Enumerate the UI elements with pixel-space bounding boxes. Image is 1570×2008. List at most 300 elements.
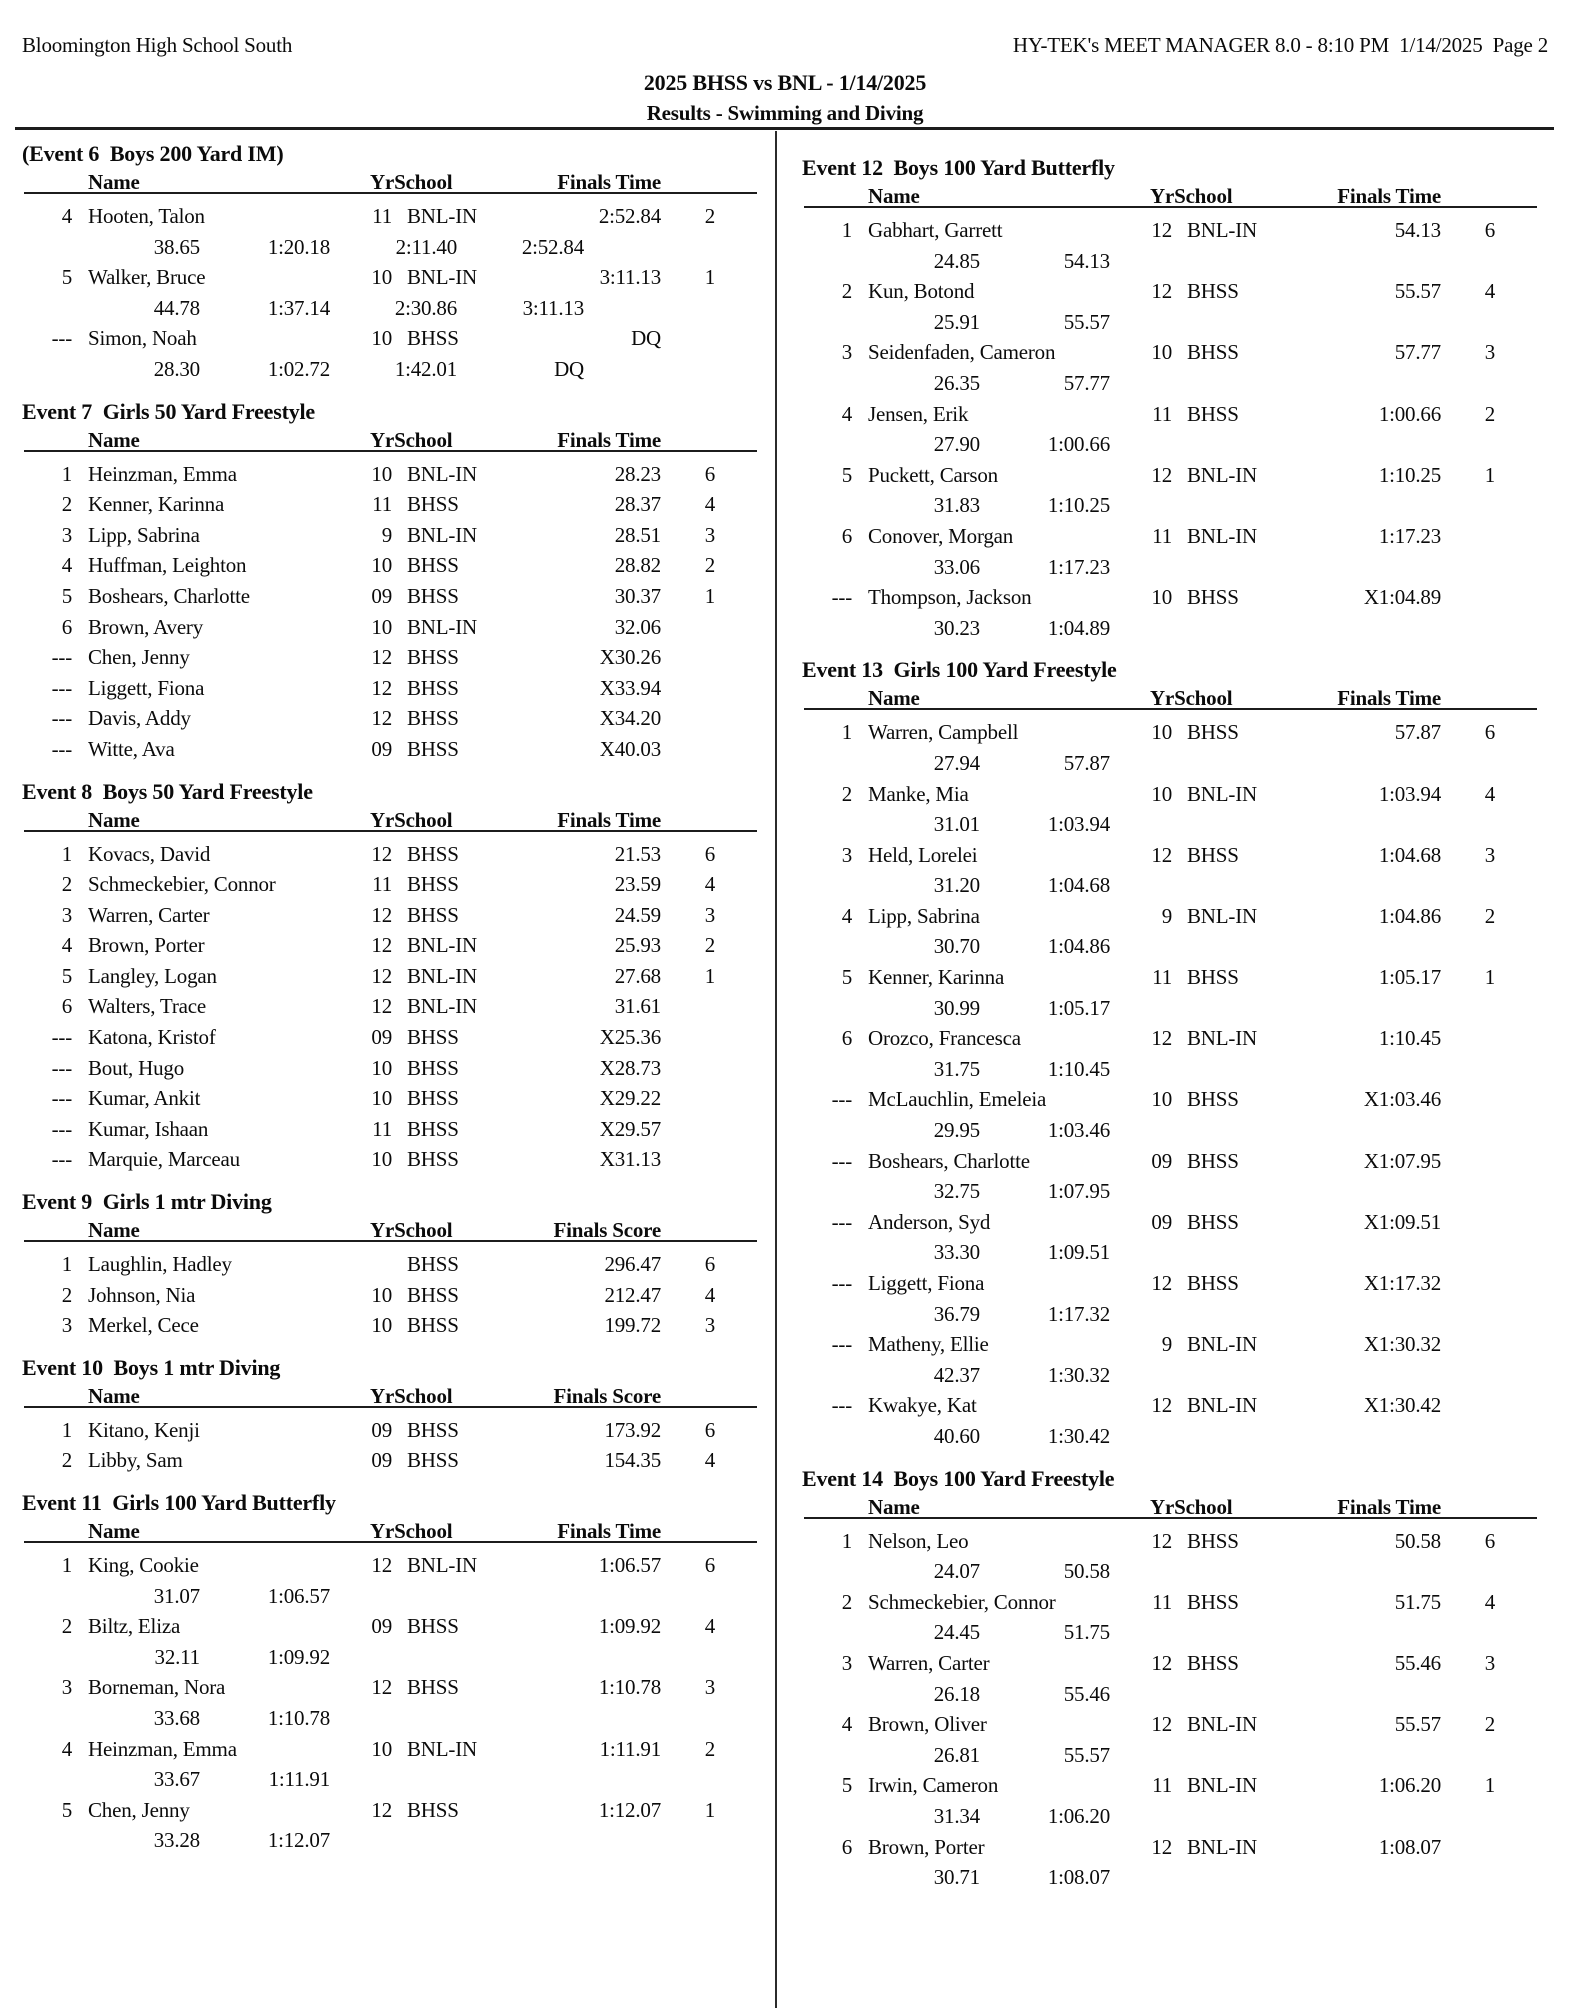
athlete-name-cell: King, Cookie — [88, 1553, 199, 1577]
athlete-name-cell: Kumar, Ishaan — [88, 1116, 209, 1141]
year-cell: 11 — [1152, 523, 1172, 548]
split-cell: 57.87 — [1063, 750, 1110, 775]
finals-cell: X1:07.95 — [1363, 1148, 1441, 1173]
column-headers — [24, 807, 757, 832]
header-rule — [15, 127, 1554, 130]
finals-cell: 2:52.84 — [598, 204, 661, 228]
split-cell: 1:10.78 — [267, 1705, 330, 1730]
year-cell: 12 — [371, 902, 392, 927]
finals-cell: 55.57 — [1394, 1712, 1441, 1737]
place-cell: 5 — [841, 965, 852, 990]
athlete-name-cell: Lipp, Sabrina — [868, 903, 980, 928]
finals-cell: 1:04.68 — [1378, 842, 1441, 867]
split-cell: 55.46 — [1063, 1681, 1110, 1706]
athlete-name-cell: Anderson, Syd — [868, 1209, 991, 1234]
event-section — [22, 1490, 775, 1856]
event-section — [802, 1466, 1570, 1893]
points-cell: 3 — [704, 522, 715, 547]
finals-cell: 24.59 — [614, 902, 661, 927]
column-header-yrschool: YrSchool — [370, 427, 453, 452]
result-row — [802, 1390, 1570, 1421]
result-row — [802, 521, 1570, 552]
finals-cell: X1:17.32 — [1363, 1271, 1441, 1295]
finals-cell: 57.77 — [1394, 340, 1441, 365]
result-row — [22, 961, 775, 992]
school-cell: BNL-IN — [407, 204, 477, 228]
athlete-name-cell: Kumar, Ankit — [88, 1086, 201, 1111]
year-cell: 10 — [1151, 720, 1172, 745]
points-cell: 3 — [704, 902, 715, 927]
finals-cell: 296.47 — [604, 1252, 661, 1277]
place-cell: 2 — [61, 1282, 72, 1307]
school-cell: BHSS — [407, 1147, 459, 1172]
column-header-finals: Finals Time — [1337, 686, 1441, 711]
year-cell: 9 — [1161, 1332, 1172, 1357]
finals-cell: 1:05.17 — [1378, 965, 1441, 990]
points-cell: 4 — [704, 492, 715, 517]
school-cell: BHSS — [407, 645, 459, 670]
place-cell: --- — [51, 1147, 72, 1172]
athlete-name-cell: Schmeckebier, Connor — [868, 1589, 1056, 1614]
year-cell: 12 — [1151, 1712, 1172, 1737]
athlete-name-cell: Hooten, Talon — [88, 204, 205, 228]
result-row — [22, 1415, 775, 1446]
points-cell: 1 — [704, 583, 715, 608]
column-header-name: Name — [88, 807, 140, 832]
year-cell: 12 — [1151, 462, 1172, 487]
finals-cell: 212.47 — [604, 1282, 661, 1307]
place-cell: --- — [51, 326, 72, 351]
athlete-name-cell: Warren, Campbell — [868, 720, 1019, 745]
year-cell: 09 — [371, 1448, 392, 1473]
split-cell: 32.75 — [933, 1179, 980, 1204]
event-title: Event 12 Boys 100 Yard Butterfly — [802, 155, 1115, 180]
split-cell: 36.79 — [933, 1301, 980, 1326]
school-cell: BHSS — [1187, 1528, 1239, 1553]
result-row — [802, 1146, 1570, 1177]
school-cell: BNL-IN — [1187, 523, 1257, 548]
place-cell: --- — [831, 1209, 852, 1234]
place-cell: 3 — [841, 340, 852, 365]
points-cell: 4 — [704, 1614, 715, 1639]
event-results — [22, 832, 775, 1176]
points-cell: 1 — [1484, 965, 1495, 990]
year-cell: 12 — [1151, 218, 1172, 242]
splits-row — [22, 354, 775, 385]
split-cell: 31.01 — [933, 812, 980, 837]
split-cell: 1:42.01 — [394, 356, 457, 381]
column-headers — [24, 1519, 757, 1543]
column-header-yrschool: YrSchool — [370, 1383, 453, 1408]
split-cell: 25.91 — [933, 309, 980, 334]
result-row — [22, 550, 775, 581]
athlete-name-cell: Nelson, Leo — [868, 1528, 969, 1553]
year-cell: 12 — [371, 1675, 392, 1700]
split-cell: 1:11.91 — [268, 1767, 330, 1792]
place-cell: 6 — [841, 1026, 852, 1051]
points-cell: 3 — [704, 1313, 715, 1338]
splits-row — [802, 246, 1570, 277]
split-cell: 31.34 — [933, 1803, 980, 1828]
split-cell: 30.23 — [933, 615, 980, 640]
athlete-name-cell: Kun, Botond — [868, 279, 975, 304]
athlete-name-cell: Jensen, Erik — [868, 401, 969, 426]
split-cell: 51.75 — [1063, 1620, 1110, 1645]
event-results — [802, 208, 1570, 643]
result-row — [22, 581, 775, 612]
event-section — [802, 155, 1570, 643]
result-row — [802, 901, 1570, 932]
split-cell: 1:37.14 — [267, 295, 330, 320]
report-meta: HY-TEK's MEET MANAGER 8.0 - 8:10 PM 1/14/2025 Page 2 — [1012, 33, 1548, 57]
event-title: Event 14 Boys 100 Yard Freestyle — [802, 1465, 1115, 1491]
year-cell: 11 — [1152, 1773, 1172, 1798]
result-row — [802, 215, 1570, 246]
school-cell: BHSS — [407, 326, 459, 351]
event-title: Event 9 Girls 1 mtr Diving — [22, 1189, 272, 1215]
result-row — [22, 489, 775, 520]
finals-cell: 55.57 — [1394, 279, 1441, 304]
result-row — [22, 1083, 775, 1114]
split-cell: 28.30 — [153, 356, 200, 381]
result-row — [802, 779, 1570, 810]
finals-cell: X33.94 — [599, 675, 661, 700]
school-cell: BNL-IN — [1187, 1712, 1257, 1737]
place-cell: 2 — [841, 279, 852, 304]
athlete-name-cell: Bout, Hugo — [88, 1055, 185, 1080]
place-cell: 1 — [61, 1553, 72, 1577]
split-cell: 1:09.51 — [1047, 1240, 1110, 1265]
finals-cell: 23.59 — [614, 872, 661, 897]
event-section — [22, 141, 775, 385]
year-cell: 12 — [371, 994, 392, 1019]
place-cell: 4 — [61, 933, 72, 958]
finals-cell: 1:10.45 — [1378, 1026, 1441, 1051]
meet-title: 2025 BHSS vs BNL - 1/14/2025 — [643, 70, 927, 95]
finals-cell: 1:03.94 — [1378, 781, 1441, 806]
points-cell: 2 — [1484, 401, 1495, 426]
result-row — [802, 1526, 1570, 1557]
finals-cell: X31.13 — [599, 1147, 661, 1172]
athlete-name-cell: Warren, Carter — [88, 902, 210, 927]
school-cell: BNL-IN — [407, 265, 477, 290]
athlete-name-cell: McLauchlin, Emeleia — [868, 1087, 1047, 1112]
place-cell: 4 — [841, 903, 852, 928]
result-row — [22, 1114, 775, 1145]
column-header-yrschool: YrSchool — [370, 807, 453, 832]
school-cell: BNL-IN — [407, 461, 477, 486]
split-cell: 1:12.07 — [267, 1828, 330, 1853]
school-cell: BHSS — [407, 1448, 459, 1473]
year-cell: 11 — [1152, 401, 1172, 426]
split-cell: 38.65 — [153, 234, 200, 259]
school-cell: BHSS — [407, 1614, 459, 1639]
result-row — [22, 201, 775, 232]
school-cell: BHSS — [407, 1086, 459, 1111]
place-cell: 3 — [61, 1313, 72, 1338]
place-cell: --- — [51, 1055, 72, 1080]
athlete-name-cell: Heinzman, Emma — [88, 461, 237, 486]
school-cell: BHSS — [407, 1025, 459, 1050]
split-cell: 24.85 — [933, 248, 980, 273]
event-title: Event 13 Girls 100 Yard Freestyle — [802, 657, 1117, 683]
place-cell: 2 — [841, 781, 852, 806]
split-cell: 27.94 — [933, 750, 980, 775]
result-row — [22, 869, 775, 900]
column-right — [777, 131, 1570, 2008]
finals-cell: 1:10.25 — [1378, 462, 1441, 487]
year-cell: 12 — [371, 1797, 392, 1822]
year-cell: 10 — [1151, 340, 1172, 365]
year-cell: 12 — [371, 645, 392, 670]
split-cell: 54.13 — [1063, 248, 1110, 273]
finals-cell: 173.92 — [604, 1417, 661, 1442]
athlete-name-cell: Chen, Jenny — [88, 645, 190, 670]
athlete-name-cell: Held, Lorelei — [868, 842, 978, 867]
split-cell: 1:04.86 — [1047, 934, 1110, 959]
year-cell: 12 — [371, 1553, 392, 1577]
points-cell: 6 — [1484, 1528, 1495, 1553]
school-cell: BHSS — [1187, 1148, 1239, 1173]
splits-row — [802, 1556, 1570, 1587]
finals-cell: 57.87 — [1394, 720, 1441, 745]
athlete-name-cell: Walker, Bruce — [88, 265, 206, 290]
school-cell: BHSS — [407, 553, 459, 578]
splits-row — [22, 1764, 775, 1795]
school-cell: BHSS — [407, 1116, 459, 1141]
splits-row — [802, 1801, 1570, 1832]
finals-cell: 51.75 — [1394, 1589, 1441, 1614]
year-cell: 12 — [1151, 1650, 1172, 1675]
split-cell: DQ — [554, 356, 584, 381]
split-cell: 1:04.68 — [1047, 873, 1110, 898]
place-cell: 4 — [841, 401, 852, 426]
athlete-name-cell: Kenner, Karinna — [88, 492, 225, 517]
splits-row — [802, 1115, 1570, 1146]
points-cell: 3 — [1484, 1650, 1495, 1675]
place-cell: --- — [831, 1393, 852, 1418]
school-cell: BHSS — [1187, 842, 1239, 867]
place-cell: 2 — [61, 492, 72, 517]
points-cell: 1 — [1484, 462, 1495, 487]
school-cell: BNL-IN — [1187, 1773, 1257, 1798]
year-cell: 10 — [371, 265, 392, 290]
splits-row — [802, 1679, 1570, 1710]
finals-cell: X34.20 — [599, 706, 661, 731]
athlete-name-cell: Gabhart, Garrett — [868, 218, 1003, 242]
points-cell: 6 — [704, 1553, 715, 1577]
event-results — [802, 1519, 1570, 1893]
finals-cell: 30.37 — [614, 583, 661, 608]
split-cell: 33.06 — [933, 554, 980, 579]
school-cell: BHSS — [1187, 965, 1239, 990]
points-cell: 6 — [1484, 218, 1495, 242]
year-cell: 10 — [371, 1147, 392, 1172]
athlete-name-cell: Simon, Noah — [88, 326, 197, 351]
points-cell: 2 — [704, 204, 715, 228]
place-cell: 6 — [61, 614, 72, 639]
finals-cell: 1:09.92 — [598, 1614, 661, 1639]
splits-row — [802, 1740, 1570, 1771]
year-cell: 11 — [372, 204, 392, 228]
school-cell: BNL-IN — [407, 963, 477, 988]
result-row — [22, 642, 775, 673]
place-cell: --- — [831, 1271, 852, 1295]
place-cell: --- — [51, 736, 72, 761]
school-cell: BNL-IN — [407, 614, 477, 639]
year-cell: 12 — [1151, 279, 1172, 304]
split-cell: 33.28 — [153, 1828, 200, 1853]
result-row — [22, 1734, 775, 1765]
school-cell: BHSS — [407, 706, 459, 731]
finals-cell: 54.13 — [1394, 218, 1441, 242]
column-header-finals: Finals Score — [553, 1218, 661, 1243]
points-cell: 4 — [1484, 781, 1495, 806]
athlete-name-cell: Davis, Addy — [88, 706, 191, 731]
result-row — [802, 582, 1570, 613]
place-cell: 4 — [61, 1736, 72, 1761]
column-left — [0, 131, 775, 2008]
place-cell: 4 — [841, 1712, 852, 1737]
finals-cell: 1:00.66 — [1378, 401, 1441, 426]
school-cell: BHSS — [407, 1313, 459, 1338]
result-row — [802, 1648, 1570, 1679]
place-cell: 4 — [61, 553, 72, 578]
school-cell: BNL-IN — [1187, 1332, 1257, 1357]
athlete-name-cell: Brown, Avery — [88, 614, 204, 639]
split-cell: 27.90 — [933, 432, 980, 457]
splits-row — [802, 429, 1570, 460]
athlete-name-cell: Witte, Ava — [88, 736, 175, 761]
athlete-name-cell: Thompson, Jackson — [868, 585, 1032, 610]
finals-cell: X29.22 — [599, 1086, 661, 1111]
year-cell: 12 — [1151, 1834, 1172, 1859]
finals-cell: 28.23 — [614, 461, 661, 486]
athlete-name-cell: Boshears, Charlotte — [868, 1148, 1030, 1173]
result-row — [802, 276, 1570, 307]
place-cell: --- — [831, 1087, 852, 1112]
result-row — [22, 1310, 775, 1341]
year-cell: 12 — [371, 963, 392, 988]
school-cell: BHSS — [407, 1675, 459, 1700]
result-row — [802, 1832, 1570, 1863]
place-cell: 2 — [61, 872, 72, 897]
finals-cell: 1:12.07 — [598, 1797, 661, 1822]
athlete-name-cell: Puckett, Carson — [868, 462, 998, 487]
place-cell: --- — [831, 585, 852, 610]
school-cell: BNL-IN — [1187, 1393, 1257, 1418]
year-cell: 12 — [1151, 1271, 1172, 1295]
athlete-name-cell: Laughlin, Hadley — [88, 1252, 232, 1277]
points-cell: 4 — [704, 1282, 715, 1307]
event-section — [802, 657, 1570, 1451]
split-cell: 33.30 — [933, 1240, 980, 1265]
split-cell: 2:30.86 — [394, 295, 457, 320]
year-cell: 10 — [371, 1282, 392, 1307]
year-cell: 10 — [1151, 585, 1172, 610]
column-header-yrschool: YrSchool — [1150, 686, 1233, 711]
place-cell: 1 — [61, 841, 72, 866]
column-headers — [804, 1494, 1537, 1519]
result-row — [802, 1709, 1570, 1740]
year-cell: 10 — [371, 326, 392, 351]
result-row — [802, 1084, 1570, 1115]
place-cell: 1 — [841, 218, 852, 242]
points-cell: 3 — [1484, 842, 1495, 867]
place-cell: 1 — [61, 461, 72, 486]
place-cell: --- — [51, 1116, 72, 1141]
split-cell: 1:10.45 — [1047, 1056, 1110, 1081]
school-cell: BHSS — [1187, 279, 1239, 304]
year-cell: 12 — [1151, 842, 1172, 867]
school-cell: BHSS — [407, 736, 459, 761]
school-cell: BHSS — [407, 1282, 459, 1307]
result-row — [22, 262, 775, 293]
column-header-name: Name — [88, 170, 140, 194]
result-row — [802, 1207, 1570, 1238]
result-row — [22, 520, 775, 551]
result-row — [22, 1445, 775, 1476]
split-cell: 1:07.95 — [1047, 1179, 1110, 1204]
finals-cell: 27.68 — [614, 963, 661, 988]
event-results — [22, 1543, 775, 1856]
athlete-name-cell: Huffman, Leighton — [88, 553, 247, 578]
year-cell: 11 — [372, 1116, 392, 1141]
split-cell: 1:06.20 — [1047, 1803, 1110, 1828]
event-section — [22, 1189, 775, 1341]
finals-cell: X1:04.89 — [1363, 585, 1441, 610]
athlete-name-cell: Liggett, Fiona — [868, 1271, 985, 1295]
splits-row — [802, 1421, 1570, 1452]
finals-cell: 28.51 — [614, 522, 661, 547]
school-cell: BHSS — [1187, 1589, 1239, 1614]
finals-cell: 1:10.78 — [598, 1675, 661, 1700]
split-cell: 1:17.32 — [1047, 1301, 1110, 1326]
column-headers — [24, 1218, 757, 1243]
school-cell: BHSS — [1187, 585, 1239, 610]
athlete-name-cell: Liggett, Fiona — [88, 675, 205, 700]
year-cell: 12 — [371, 841, 392, 866]
place-cell: 2 — [61, 1448, 72, 1473]
column-header-finals: Finals Time — [1337, 184, 1441, 208]
athlete-name-cell: Manke, Mia — [868, 781, 969, 806]
result-row — [22, 323, 775, 354]
place-cell: 1 — [61, 1417, 72, 1442]
splits-row — [802, 490, 1570, 521]
athlete-name-cell: Borneman, Nora — [88, 1675, 226, 1700]
year-cell: 12 — [371, 706, 392, 731]
year-cell: 10 — [371, 614, 392, 639]
school-cell: BNL-IN — [1187, 1834, 1257, 1859]
splits-row — [22, 1642, 775, 1673]
split-cell: 1:05.17 — [1047, 995, 1110, 1020]
split-cell: 55.57 — [1063, 309, 1110, 334]
splits-row — [802, 931, 1570, 962]
result-row — [22, 1672, 775, 1703]
place-cell: 1 — [841, 720, 852, 745]
finals-cell: X1:30.32 — [1363, 1332, 1441, 1357]
year-cell: 09 — [371, 1417, 392, 1442]
column-header-finals: Finals Time — [557, 427, 661, 452]
year-cell: 09 — [371, 1614, 392, 1639]
split-cell: 1:03.46 — [1047, 1118, 1110, 1143]
place-cell: 5 — [61, 583, 72, 608]
school-cell: BHSS — [407, 492, 459, 517]
athlete-name-cell: Boshears, Charlotte — [88, 583, 250, 608]
column-header-finals: Finals Time — [1337, 1494, 1441, 1519]
school-cell: BNL-IN — [1187, 903, 1257, 928]
split-cell: 33.67 — [153, 1767, 200, 1792]
